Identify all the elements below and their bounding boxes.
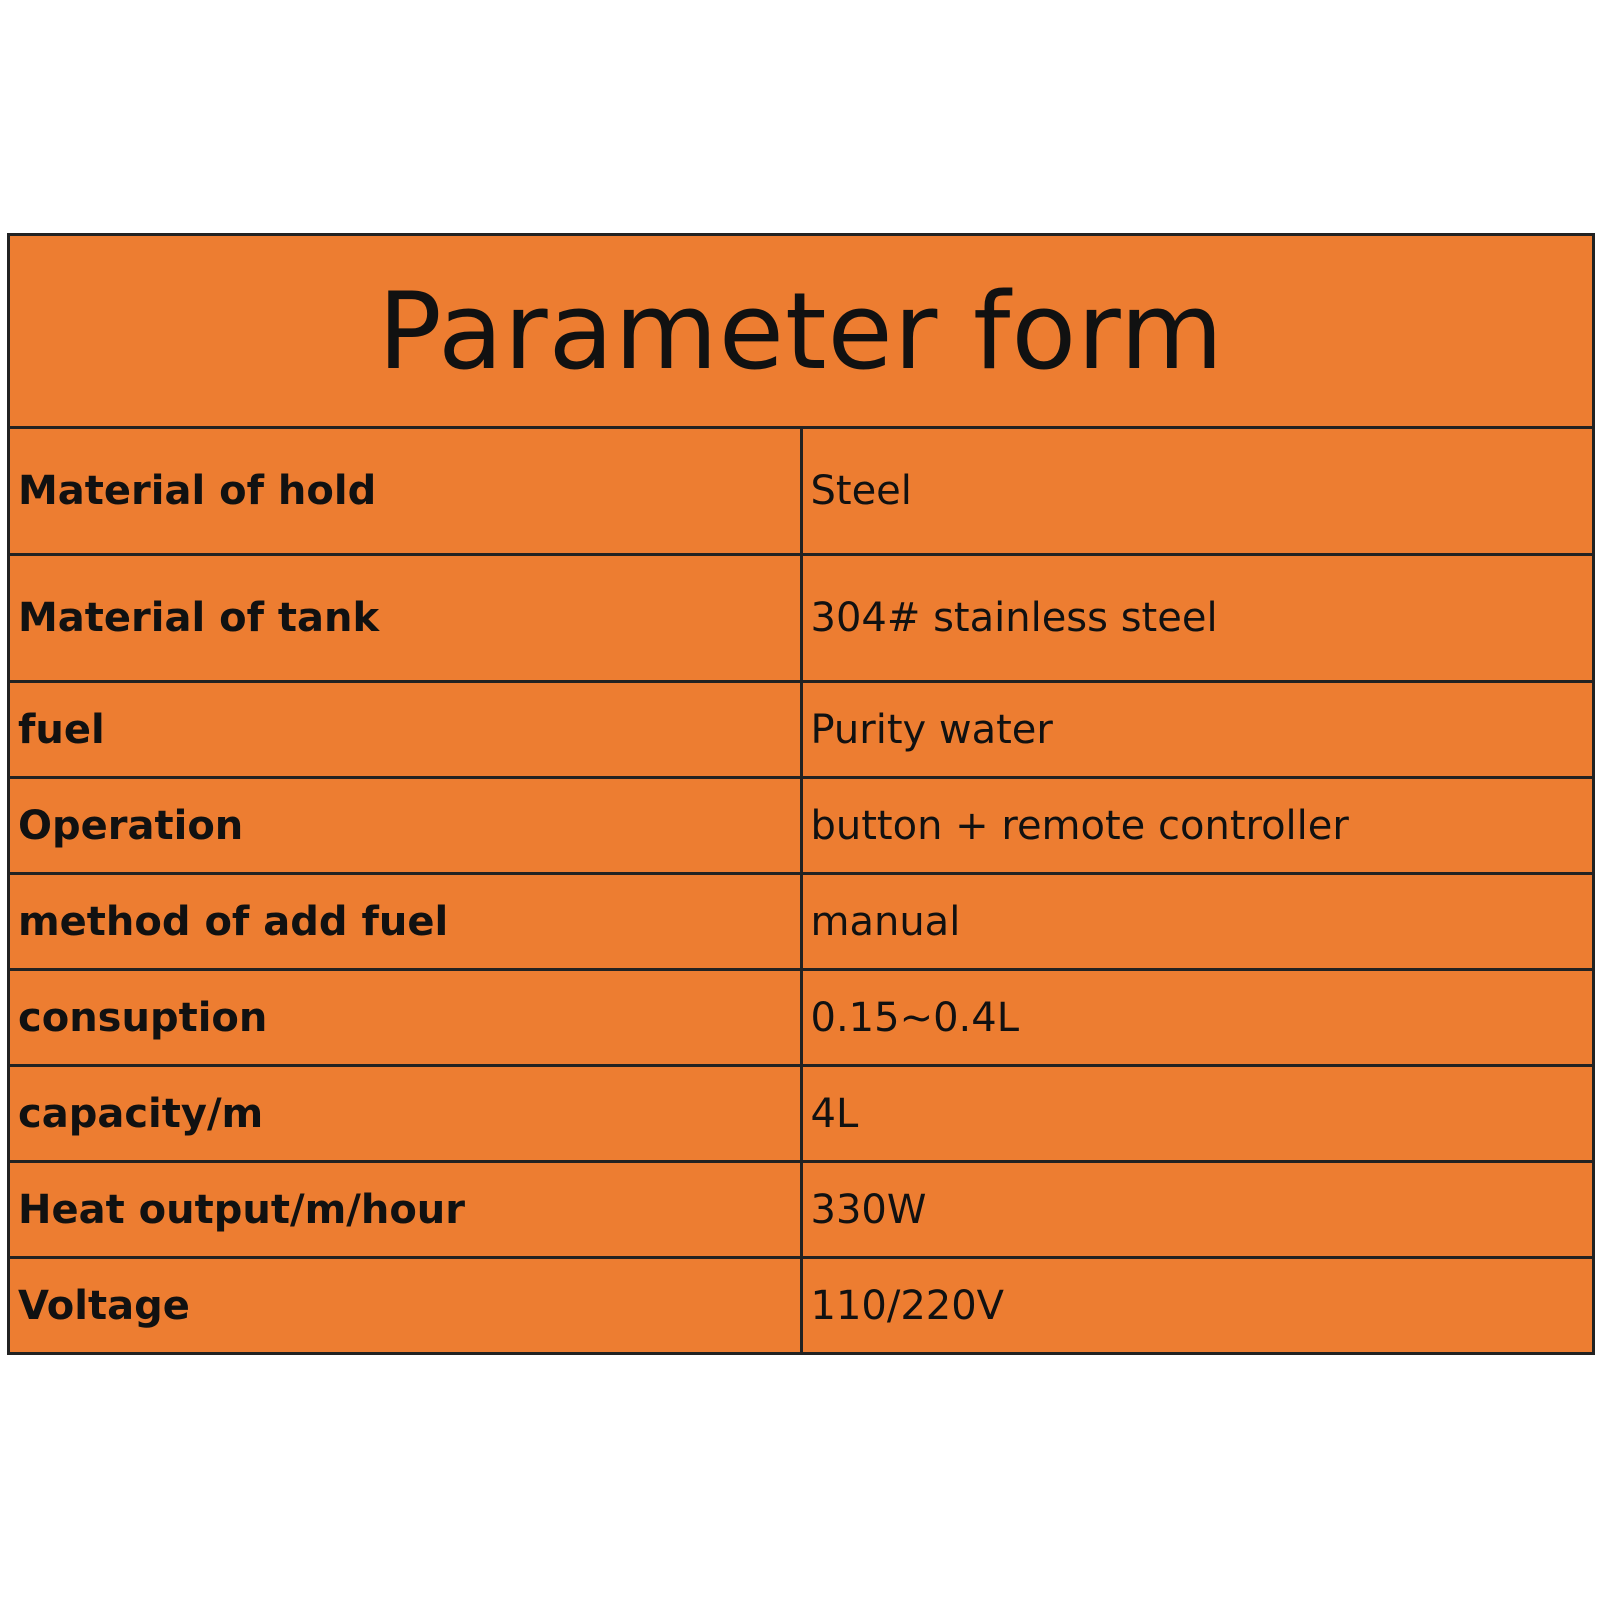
row-value: button + remote controller bbox=[801, 778, 1594, 874]
row-label: fuel bbox=[9, 682, 802, 778]
row-value: 4L bbox=[801, 1066, 1594, 1162]
row-label: consuption bbox=[9, 970, 802, 1066]
row-value: 0.15~0.4L bbox=[801, 970, 1594, 1066]
title-row bbox=[9, 235, 1594, 428]
row-value: 110/220V bbox=[801, 1258, 1594, 1354]
table-row bbox=[9, 428, 1594, 555]
table-row bbox=[9, 1258, 1594, 1354]
row-value: Steel bbox=[801, 428, 1594, 555]
parameter-table bbox=[7, 233, 1595, 1355]
row-label: Material of tank bbox=[9, 555, 802, 682]
row-label: Material of hold bbox=[9, 428, 802, 555]
table-row bbox=[9, 778, 1594, 874]
row-value: 330W bbox=[801, 1162, 1594, 1258]
table-row bbox=[9, 682, 1594, 778]
row-value: 304# stainless steel bbox=[801, 555, 1594, 682]
row-value: manual bbox=[801, 874, 1594, 970]
row-label: Heat output/m/hour bbox=[9, 1162, 802, 1258]
row-label: capacity/m bbox=[9, 1066, 802, 1162]
row-label: Voltage bbox=[9, 1258, 802, 1354]
table-row bbox=[9, 1066, 1594, 1162]
table-row bbox=[9, 970, 1594, 1066]
row-label: Operation bbox=[9, 778, 802, 874]
table-row bbox=[9, 874, 1594, 970]
table-row bbox=[9, 1162, 1594, 1258]
row-value: Purity water bbox=[801, 682, 1594, 778]
table-title: Parameter form bbox=[9, 235, 1594, 428]
table-row bbox=[9, 555, 1594, 682]
row-label: method of add fuel bbox=[9, 874, 802, 970]
